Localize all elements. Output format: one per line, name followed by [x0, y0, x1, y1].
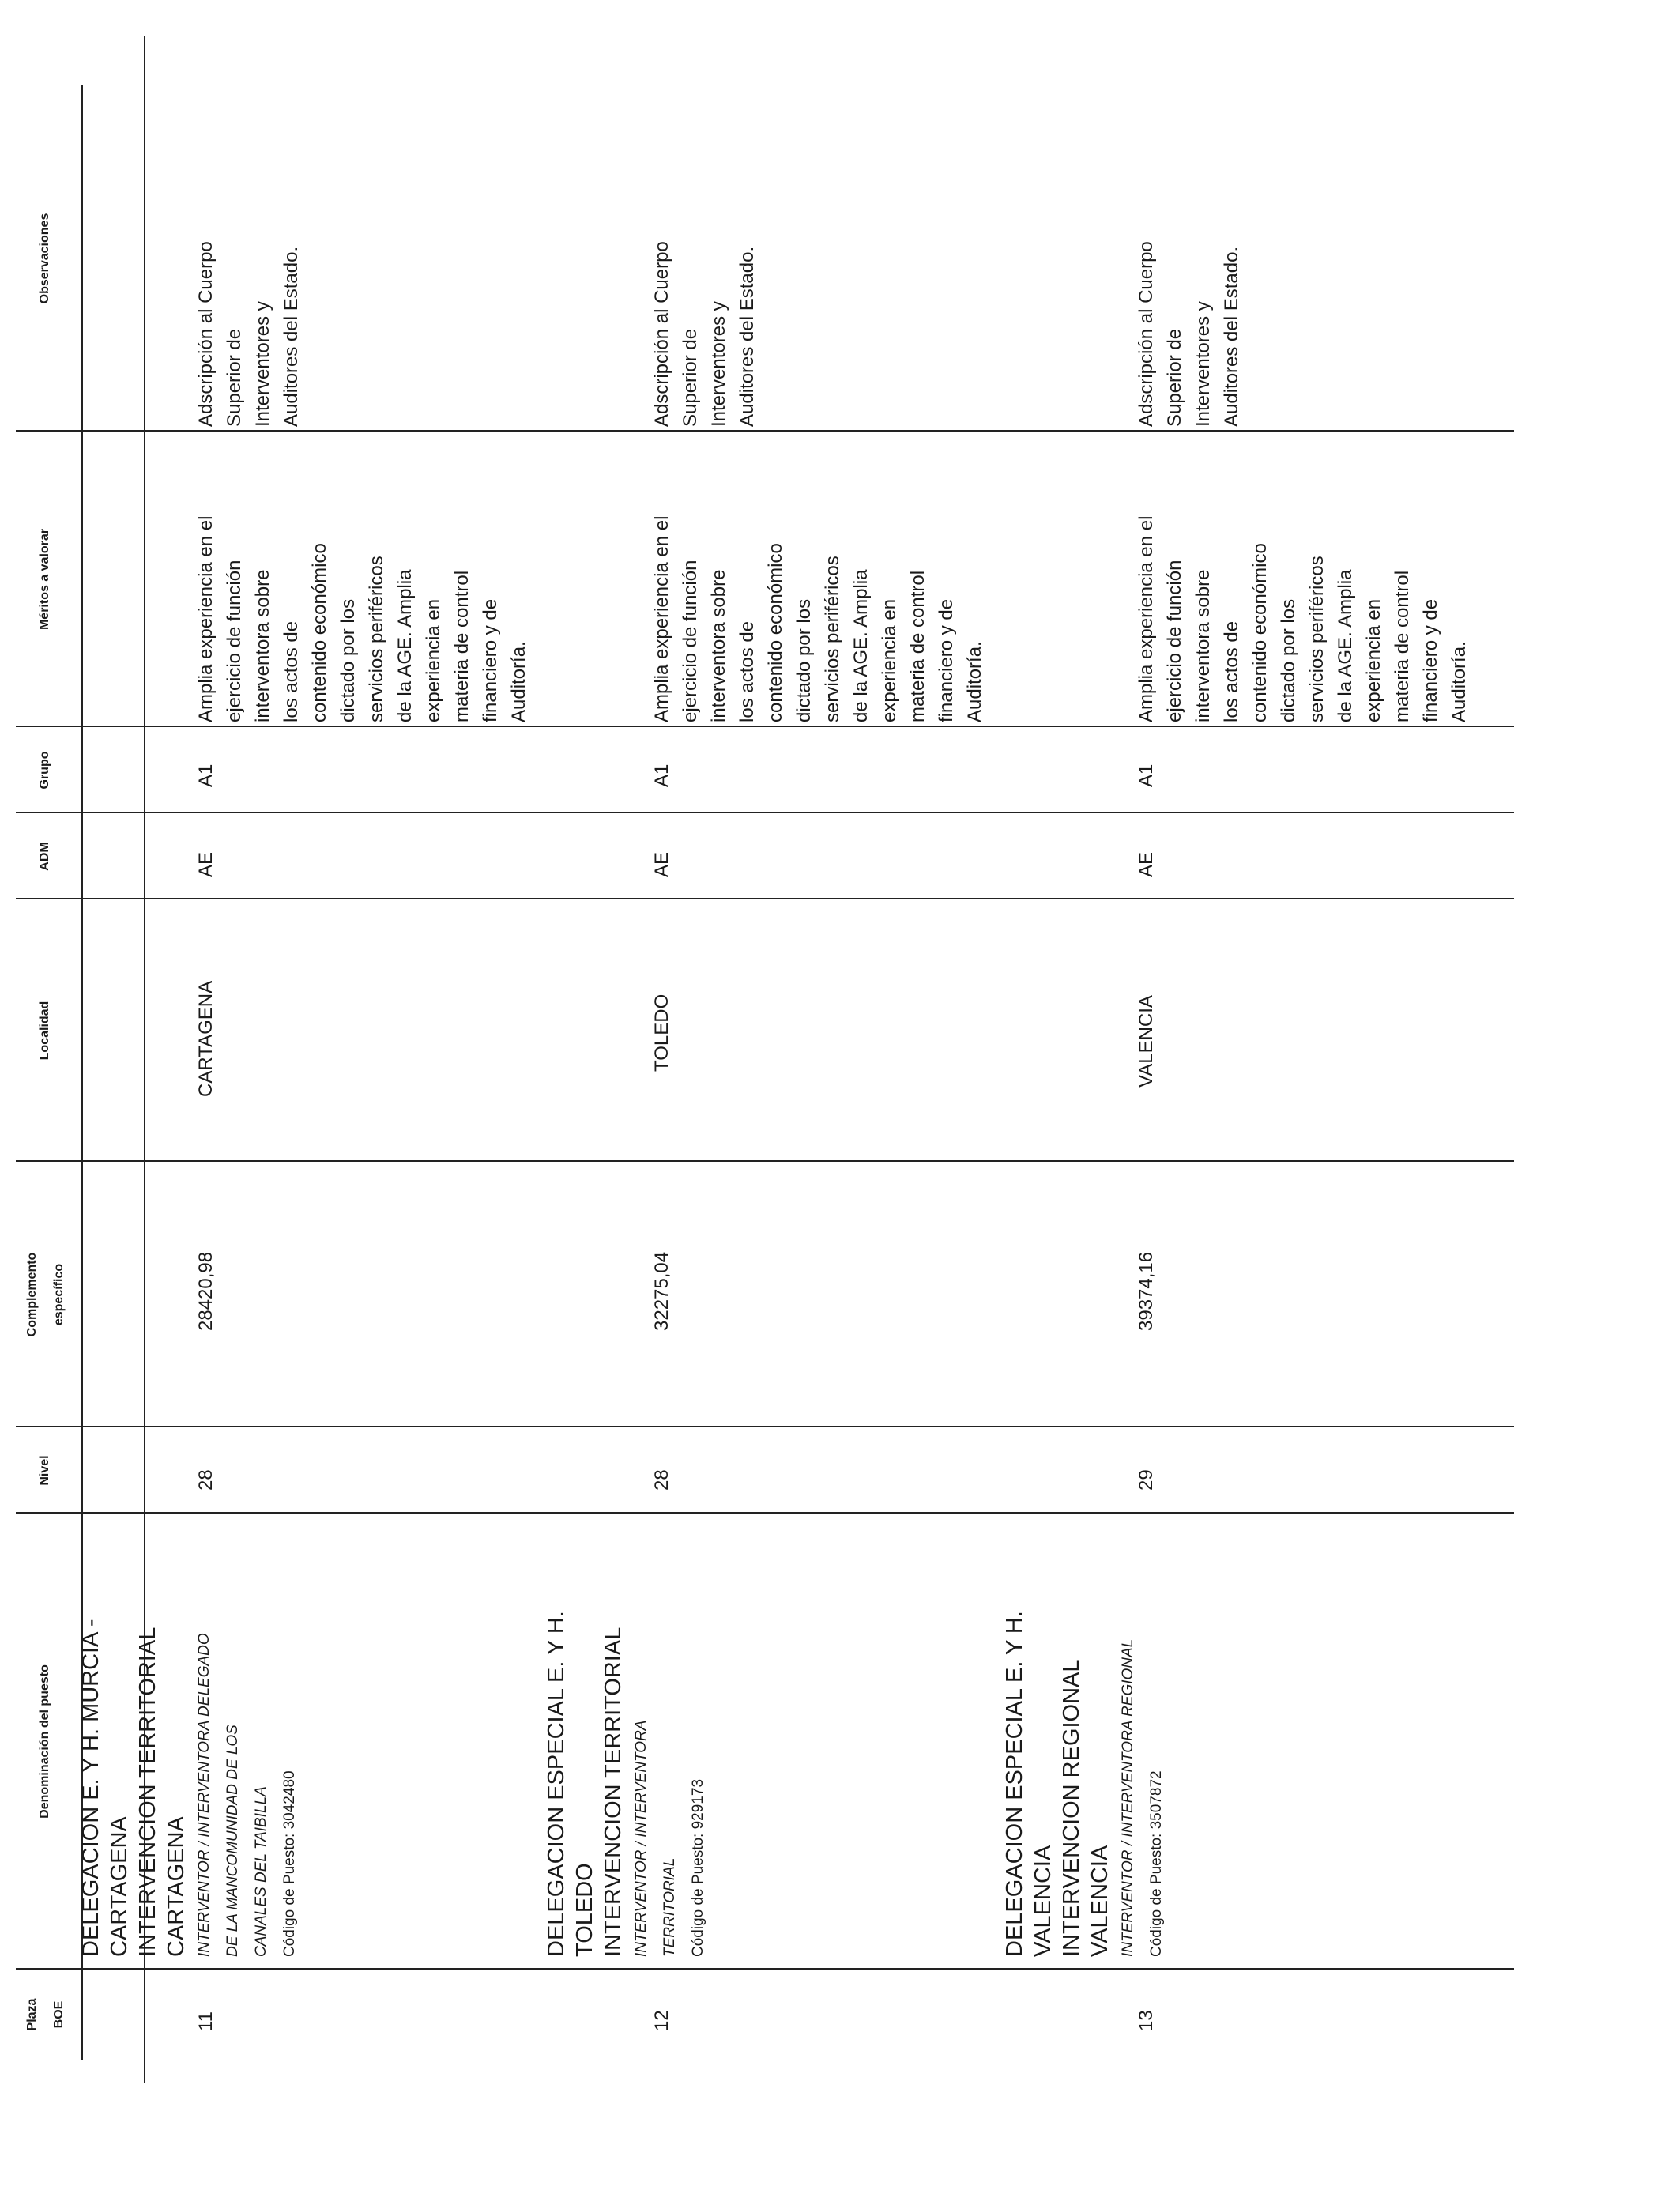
- row-meritos-line: Amplia experiencia en el: [195, 515, 217, 722]
- row-meritos-line: dictado por los: [793, 598, 815, 722]
- col-divider-complemento: [16, 1160, 1514, 1162]
- row-meritos-line: Auditoría.: [964, 641, 985, 722]
- col-divider-denominacion: [16, 1512, 1514, 1514]
- row-meritos: [648, 428, 989, 722]
- row-nivel: 28: [195, 1469, 217, 1491]
- row-observaciones-line: Interventores y: [252, 301, 273, 427]
- header-observaciones: [32, 85, 58, 432]
- row-title-line: VALENCIA: [1030, 1845, 1056, 1957]
- row-subtitle-line: TERRITORIAL: [661, 1857, 678, 1957]
- row-meritos: [1132, 428, 1474, 722]
- row-meritos-line: de la AGE. Amplia: [850, 569, 872, 722]
- row-subtitle-line: DE LA MANCOMUNIDAD DE LOS: [224, 1725, 241, 1957]
- header-adm-label: ADM: [38, 842, 51, 871]
- row-localidad: VALENCIA: [1136, 995, 1157, 1088]
- header-plaza: [19, 1970, 73, 2060]
- row-meritos-line: servicios periféricos: [1306, 556, 1328, 722]
- row-meritos-line: de la AGE. Amplia: [1335, 569, 1356, 722]
- row-meritos-line: dictado por los: [1278, 598, 1299, 722]
- col-divider-adm: [16, 812, 1514, 813]
- header-meritos-label: Méritos a valorar: [38, 528, 51, 631]
- row-grupo: A1: [195, 763, 217, 787]
- col-divider-grupo: [16, 726, 1514, 727]
- header-localidad-label: Localidad: [38, 1001, 51, 1061]
- row-complemento: 32275,04: [651, 1251, 672, 1331]
- row-observaciones-line: Superior de: [680, 328, 701, 427]
- header-complemento-label-1: Complemento: [25, 1252, 39, 1337]
- col-divider-plaza: [16, 1968, 1514, 1970]
- row-title-line: DELEGACION ESPECIAL E. Y H.: [1002, 1611, 1027, 1957]
- row-title-line: CARTAGENA: [164, 1816, 189, 1957]
- row-localidad: TOLEDO: [651, 993, 672, 1072]
- row-meritos-line: experiencia en: [879, 598, 900, 722]
- row-subtitle-line: INTERVENTOR / INTERVENTORA: [633, 1720, 650, 1957]
- row-meritos-line: experiencia en: [1363, 598, 1384, 722]
- row-observaciones: [1132, 87, 1246, 427]
- row-meritos-line: ejercicio de función: [1164, 560, 1185, 722]
- row-meritos-line: los actos de: [281, 620, 302, 722]
- header-denominacion: [32, 1514, 58, 1970]
- row-code: Código de Puesto: 929173: [690, 1778, 706, 1957]
- row-meritos-line: financiero y de: [480, 598, 501, 722]
- row-meritos-line: Auditoría.: [1448, 641, 1470, 722]
- row-observaciones-line: Adscripción al Cuerpo: [1136, 241, 1157, 427]
- row-meritos-line: interventora sobre: [708, 569, 729, 722]
- row-subtitle-line: INTERVENTOR / INTERVENTORA REGIONAL: [1120, 1638, 1136, 1957]
- row-code: Código de Puesto: 3042480: [281, 1770, 298, 1957]
- row-meritos-line: interventora sobre: [252, 569, 273, 722]
- row-observaciones: [192, 87, 306, 427]
- row-meritos-line: contenido económico: [309, 543, 330, 722]
- row-observaciones-line: Superior de: [224, 328, 245, 427]
- row-nivel: 28: [651, 1469, 672, 1491]
- col-divider-localidad: [16, 898, 1514, 899]
- row-observaciones-line: Auditores del Estado.: [281, 246, 302, 427]
- row-adm: AE: [651, 851, 672, 877]
- row-title-line: INTERVENCION TERRITORIAL: [135, 1627, 160, 1957]
- header-grupo-label: Grupo: [38, 751, 51, 790]
- row-denominacion: [542, 1514, 713, 1957]
- row-plaza: 12: [651, 2010, 672, 2031]
- row-meritos: [192, 428, 533, 722]
- row-meritos-line: servicios periféricos: [822, 556, 843, 722]
- header-observaciones-label: Observaciones: [38, 213, 51, 304]
- row-observaciones: [648, 87, 762, 427]
- row-meritos-line: materia de control: [907, 570, 929, 722]
- row-meritos-line: materia de control: [451, 570, 473, 722]
- row-title-line: VALENCIA: [1087, 1845, 1113, 1957]
- row-adm: AE: [1136, 851, 1157, 877]
- header-grupo: [32, 727, 58, 813]
- row-meritos-line: los actos de: [1221, 620, 1242, 722]
- row-meritos-line: los actos de: [736, 620, 758, 722]
- row-meritos-line: contenido económico: [1249, 543, 1271, 722]
- row-meritos-line: de la AGE. Amplia: [394, 569, 416, 722]
- header-meritos: [32, 432, 58, 727]
- row-subtitle-line: CANALES DEL TAIBILLA: [253, 1786, 269, 1957]
- header-boe-label: BOE: [52, 2000, 66, 2029]
- header-adm: [32, 813, 58, 899]
- header-denominacion-label: Denominación del puesto: [38, 1664, 51, 1819]
- row-observaciones-line: Superior de: [1164, 328, 1185, 427]
- row-title-line: DELEGACION E. Y H. MURCIA -: [78, 1619, 104, 1957]
- row-observaciones-line: Adscripción al Cuerpo: [651, 241, 672, 427]
- row-meritos-line: servicios periféricos: [366, 556, 387, 722]
- row-title-line: INTERVENCION TERRITORIAL: [601, 1627, 626, 1957]
- row-title-line: INTERVENCION REGIONAL: [1059, 1659, 1084, 1957]
- row-meritos-line: experiencia en: [423, 598, 444, 722]
- row-complemento: 39374,16: [1136, 1251, 1157, 1331]
- row-observaciones-line: Auditores del Estado.: [736, 246, 758, 427]
- row-meritos-line: Amplia experiencia en el: [1136, 515, 1157, 722]
- row-meritos-line: interventora sobre: [1192, 569, 1214, 722]
- row-observaciones-line: Adscripción al Cuerpo: [195, 241, 217, 427]
- row-observaciones-line: Interventores y: [1192, 301, 1214, 427]
- header-nivel-label: Nivel: [38, 1455, 51, 1486]
- row-meritos-line: ejercicio de función: [224, 560, 245, 722]
- row-meritos-line: contenido económico: [765, 543, 786, 722]
- row-grupo: A1: [651, 763, 672, 787]
- header-complemento-label-2: específico: [52, 1263, 66, 1326]
- row-grupo: A1: [1136, 763, 1157, 787]
- row-meritos-line: financiero y de: [936, 598, 957, 722]
- header-complemento: [19, 1162, 73, 1427]
- row-localidad: CARTAGENA: [195, 980, 217, 1097]
- row-code: Código de Puesto: 3507872: [1148, 1770, 1165, 1957]
- row-meritos-line: dictado por los: [337, 598, 359, 722]
- row-meritos-line: Amplia experiencia en el: [651, 515, 672, 722]
- row-plaza: 13: [1136, 2010, 1157, 2031]
- row-meritos-line: materia de control: [1392, 570, 1413, 722]
- row-title-line: CARTAGENA: [107, 1816, 132, 1957]
- row-meritos-line: financiero y de: [1420, 598, 1441, 722]
- row-title-line: DELEGACION ESPECIAL E. Y H.: [544, 1611, 569, 1957]
- header-plaza-label: Plaza: [25, 1998, 39, 2031]
- row-denominacion: [1000, 1514, 1171, 1957]
- header-localidad: [32, 899, 58, 1162]
- row-denominacion: [77, 1514, 304, 1957]
- row-subtitle-line: INTERVENTOR / INTERVENTORA DELEGADO: [196, 1633, 213, 1957]
- row-title-line: TOLEDO: [572, 1863, 597, 1957]
- header-nivel: [32, 1427, 58, 1514]
- col-divider-nivel: [16, 1426, 1514, 1427]
- row-complemento: 28420,98: [195, 1251, 217, 1331]
- row-observaciones-line: Auditores del Estado.: [1221, 246, 1242, 427]
- row-meritos-line: ejercicio de función: [680, 560, 701, 722]
- row-meritos-line: Auditoría.: [508, 641, 529, 722]
- row-nivel: 29: [1136, 1469, 1157, 1491]
- row-adm: AE: [195, 851, 217, 877]
- row-plaza: 11: [195, 2011, 217, 2031]
- row-observaciones-line: Interventores y: [708, 301, 729, 427]
